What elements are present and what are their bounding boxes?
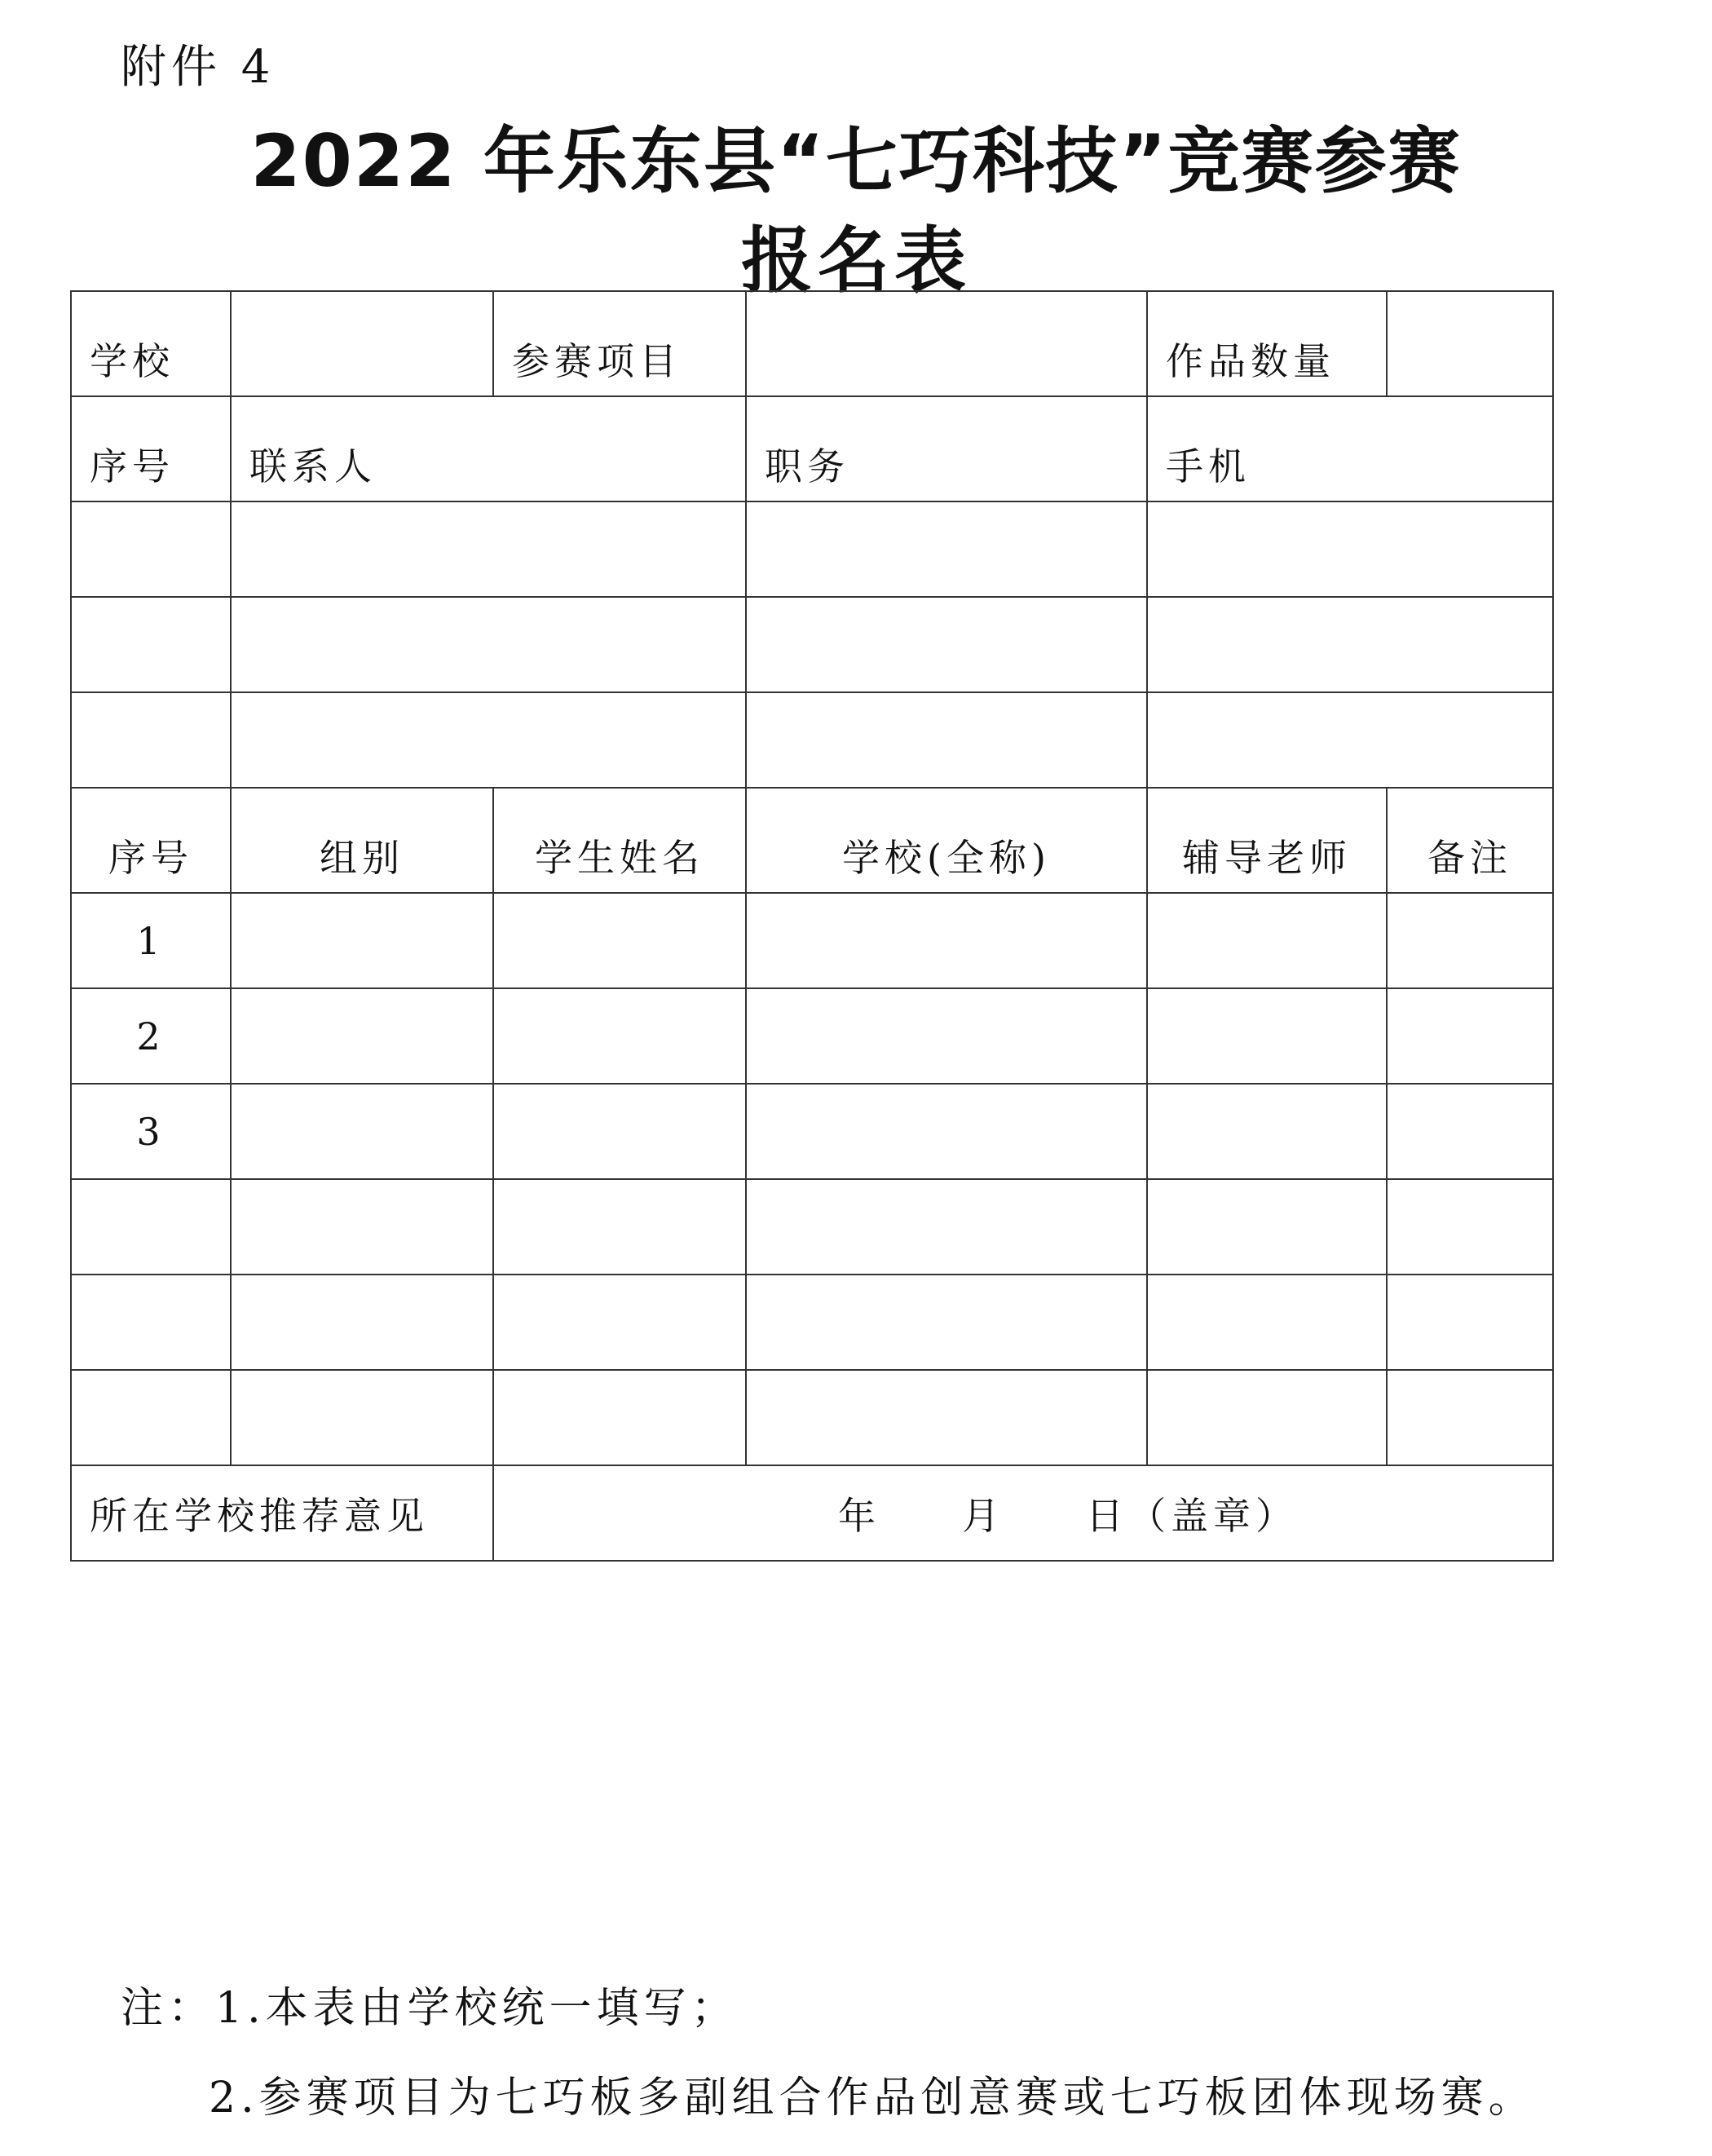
project-label: 参赛项目 [493, 291, 746, 396]
student-name-cell[interactable] [493, 1370, 746, 1465]
student-name-cell[interactable] [493, 1179, 746, 1275]
student-no-cell[interactable] [71, 1275, 231, 1370]
student-group-cell[interactable] [231, 1179, 493, 1275]
student-group-cell[interactable] [231, 1275, 493, 1370]
student-tutor-cell[interactable] [1147, 988, 1387, 1084]
date-seal-line [512, 1487, 1534, 1540]
day-seal-label: 日（盖章） [1086, 1493, 1298, 1538]
contact-row [71, 692, 1553, 788]
student-group-cell[interactable] [231, 1084, 493, 1179]
recommend-label: 所在学校推荐意见 [71, 1465, 493, 1561]
student-no-cell[interactable] [71, 1179, 231, 1275]
student-school-cell[interactable] [746, 1179, 1147, 1275]
student-no-cell: 3 [71, 1084, 231, 1179]
contact-position-cell[interactable] [746, 692, 1147, 788]
student-name-header: 学生姓名 [493, 788, 746, 893]
contact-row [71, 501, 1553, 597]
project-input[interactable] [746, 291, 1147, 396]
recommend-input[interactable] [493, 1465, 1553, 1561]
student-name-cell[interactable] [493, 1084, 746, 1179]
student-school-header: 学校(全称) [746, 788, 1147, 893]
year-label: 年 [838, 1493, 880, 1538]
count-label: 作品数量 [1147, 291, 1387, 396]
student-header-row [71, 788, 1553, 893]
student-row [71, 1084, 1553, 1179]
school-label: 学校 [71, 291, 231, 396]
student-row [71, 1370, 1553, 1465]
student-school-cell[interactable] [746, 893, 1147, 988]
contact-no-cell[interactable] [71, 597, 231, 692]
contact-person-cell[interactable] [231, 692, 746, 788]
student-school-cell[interactable] [746, 1275, 1147, 1370]
page-title: 2022 年乐东县“七巧科技”竞赛参赛 [250, 119, 1462, 203]
count-input[interactable] [1387, 291, 1553, 396]
contact-position-header: 职务 [746, 396, 1147, 501]
attachment-label: 附件 4 [121, 41, 276, 94]
student-tutor-cell[interactable] [1147, 1084, 1387, 1179]
student-tutor-header: 辅导老师 [1147, 788, 1387, 893]
contact-phone-cell[interactable] [1147, 692, 1553, 788]
student-group-cell[interactable] [231, 893, 493, 988]
student-remark-cell[interactable] [1387, 1275, 1553, 1370]
student-group-header: 组别 [231, 788, 493, 893]
student-row [71, 1275, 1553, 1370]
registration-form-table [70, 290, 1554, 1562]
contact-position-cell[interactable] [746, 597, 1147, 692]
contact-person-cell[interactable] [231, 501, 746, 597]
student-tutor-cell[interactable] [1147, 1179, 1387, 1275]
recommend-row [71, 1465, 1553, 1561]
student-tutor-cell[interactable] [1147, 1370, 1387, 1465]
student-no-cell: 1 [71, 893, 231, 988]
student-group-cell[interactable] [231, 1370, 493, 1465]
student-group-cell[interactable] [231, 988, 493, 1084]
contact-person-cell[interactable] [231, 597, 746, 692]
student-remark-cell[interactable] [1387, 1370, 1553, 1465]
student-tutor-cell[interactable] [1147, 1275, 1387, 1370]
month-label: 月 [962, 1493, 1004, 1538]
contact-no-cell[interactable] [71, 692, 231, 788]
student-row [71, 988, 1553, 1084]
student-row [71, 1179, 1553, 1275]
student-remark-cell[interactable] [1387, 1179, 1553, 1275]
contact-no-header: 序号 [71, 396, 231, 501]
student-school-cell[interactable] [746, 988, 1147, 1084]
info-row [71, 291, 1553, 396]
student-school-cell[interactable] [746, 1370, 1147, 1465]
student-remark-cell[interactable] [1387, 1084, 1553, 1179]
student-no-header: 序号 [71, 788, 231, 893]
student-remark-cell[interactable] [1387, 893, 1553, 988]
student-name-cell[interactable] [493, 1275, 746, 1370]
contact-phone-cell[interactable] [1147, 597, 1553, 692]
student-no-cell[interactable] [71, 1370, 231, 1465]
student-no-cell: 2 [71, 988, 231, 1084]
contact-person-header: 联系人 [231, 396, 746, 501]
note-line-2: 2.参赛项目为七巧板多副组合作品创意赛或七巧板团体现场赛。 [209, 2074, 1536, 2123]
student-name-cell[interactable] [493, 988, 746, 1084]
student-tutor-cell[interactable] [1147, 893, 1387, 988]
student-remark-cell[interactable] [1387, 988, 1553, 1084]
contact-position-cell[interactable] [746, 501, 1147, 597]
student-name-cell[interactable] [493, 893, 746, 988]
contact-row [71, 597, 1553, 692]
school-input[interactable] [231, 291, 493, 396]
student-remark-header: 备注 [1387, 788, 1553, 893]
note-line-1: 注：1.本表由学校统一填写； [121, 1984, 739, 2033]
student-row [71, 893, 1553, 988]
contact-header-row [71, 396, 1553, 501]
page-subtitle: 报名表 [740, 219, 971, 303]
student-school-cell[interactable] [746, 1084, 1147, 1179]
contact-phone-cell[interactable] [1147, 501, 1553, 597]
contact-phone-header: 手机 [1147, 396, 1553, 501]
contact-no-cell[interactable] [71, 501, 231, 597]
